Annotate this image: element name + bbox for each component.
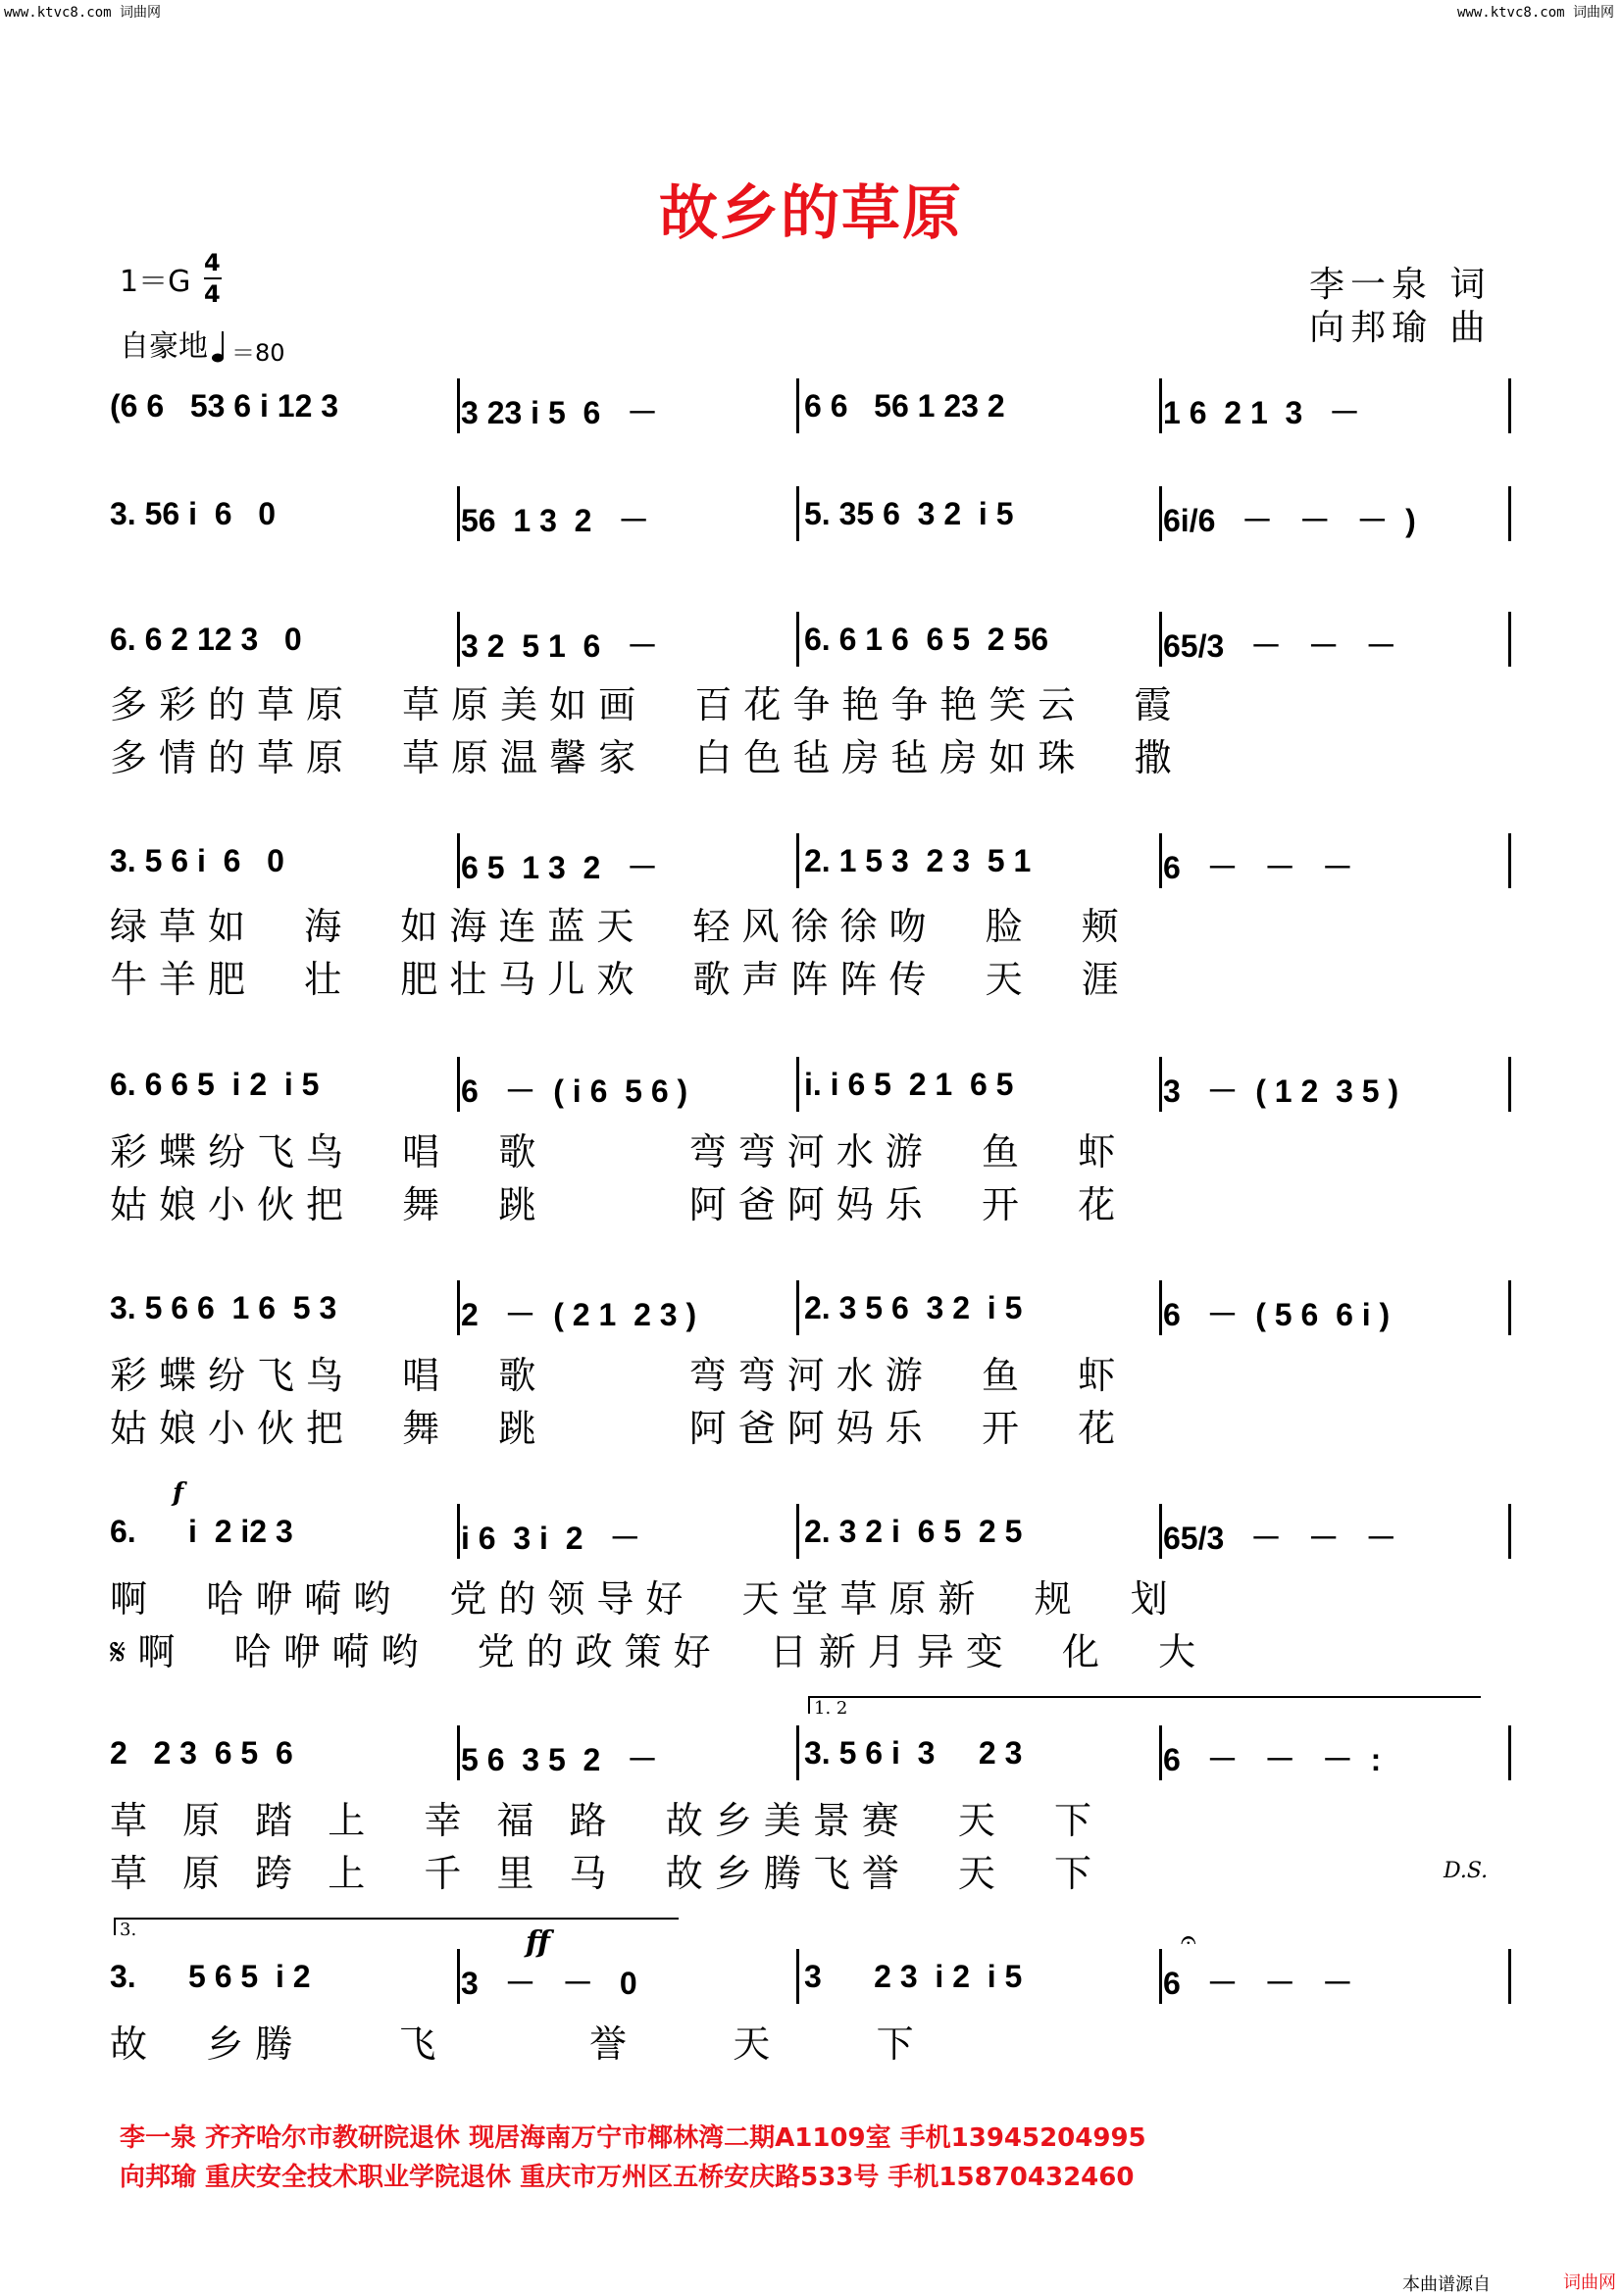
bar-line <box>457 486 460 541</box>
volta-first-second-ending: 1. 2 <box>808 1696 1481 1714</box>
bar-line <box>1159 1280 1162 1335</box>
bar-line <box>1508 486 1511 541</box>
measure: 3. 5 6 i 3 2 3 <box>804 1735 1023 1771</box>
footer-line-lyricist: 李一泉 齐齐哈尔市教研院退休 现居海南万宁市椰林湾二期A1109室 手机13945204995 <box>120 2123 1146 2153</box>
bar-line <box>796 486 799 541</box>
measure: i. i 6 5 2 1 6 5 <box>804 1067 1014 1102</box>
bar-line <box>796 1504 799 1559</box>
site-watermark-left: www.ktvc8.com 词曲网 <box>4 5 162 21</box>
bar-line <box>457 1949 460 2004</box>
bar-line <box>457 1280 460 1335</box>
measure: 6 － － － <box>1163 1966 1353 2001</box>
bar-line <box>1159 378 1162 433</box>
notation-row <box>0 1735 1402 1786</box>
measure: 6 6 56 1 23 2 <box>804 388 1005 424</box>
notation-row <box>0 1067 1402 1118</box>
quarter-note-icon <box>212 331 226 363</box>
lyric-line: 牛羊肥 壮 肥壮马儿欢 歌声阵阵传 天 涯 <box>110 958 1131 1001</box>
measure: 6. 6 6 5 i 2 i 5 <box>110 1067 320 1102</box>
bar-line <box>1508 1725 1511 1780</box>
measure: 2 － ( 2 1 2 3 ) <box>461 1297 697 1332</box>
notation-row <box>0 496 1416 547</box>
notation-row <box>0 388 1402 439</box>
tempo-value: ＝80 <box>231 339 285 367</box>
measure: 6. 6 2 12 3 0 <box>110 622 302 657</box>
measure: 6 － － － : <box>1163 1742 1382 1777</box>
dynamic-fortissimo: ff <box>526 1925 550 1960</box>
measure: 5 6 3 5 2 － <box>461 1742 659 1777</box>
measure: 6. i 2 i2 3 <box>110 1514 293 1549</box>
measure: 6 － ( 5 6 6 i ) <box>1163 1297 1391 1332</box>
measure: 2. 1 5 3 2 3 5 1 <box>804 843 1032 878</box>
dal-segno-mark: D.S. <box>1444 1859 1489 1883</box>
measure: 5. 35 6 3 2 i 5 <box>804 496 1014 531</box>
lyric-line: 彩蝶纷飞鸟 唱 歌 弯弯河水游 鱼 虾 <box>110 1130 1128 1173</box>
measure: i 6 3 i 2 － <box>461 1521 641 1556</box>
volta-third-ending: 3. <box>114 1918 679 1935</box>
lyric-line: 𝄋啊 哈咿嗬哟 党的政策好 日新月异变 化 大 <box>110 1630 1208 1673</box>
bar-line <box>1508 1280 1511 1335</box>
measure: 3 － ( 1 2 3 5 ) <box>1163 1073 1399 1109</box>
measure: 6 5 1 3 2 － <box>461 850 659 885</box>
dynamic-forte: f <box>173 1478 184 1508</box>
notation-row <box>0 1959 1402 2010</box>
notation-row <box>0 1514 1402 1565</box>
bar-line <box>457 1725 460 1780</box>
bar-line <box>1508 1057 1511 1112</box>
time-signature-top: 4 <box>204 249 221 276</box>
time-signature-divider <box>204 277 222 279</box>
bar-line <box>796 378 799 433</box>
measure: 2 2 3 6 5 6 <box>110 1735 293 1771</box>
measure: 1 6 2 1 3 － <box>1163 395 1361 430</box>
bar-line <box>1508 1949 1511 2004</box>
key-signature: 1＝G <box>120 265 191 299</box>
lyric-line: 草 原 踏 上 幸 福 路 故乡美景赛 天 下 <box>110 1799 1104 1842</box>
song-title: 故乡的草原 <box>659 179 963 248</box>
measure: 3. 56 i 6 0 <box>110 496 276 531</box>
lyric-line: 多彩的草原 草原美如画 百花争艳争艳笑云 霞 <box>110 683 1184 726</box>
bar-line <box>457 833 460 888</box>
measure: 3. 5 6 6 1 6 5 3 <box>110 1290 337 1325</box>
footer-line-composer: 向邦瑜 重庆安全技术职业学院退休 重庆市万州区五桥安庆路533号 手机15870432460 <box>120 2163 1135 2192</box>
fermata-icon: 𝄐 <box>1181 1923 1196 1956</box>
bar-line <box>1508 1504 1511 1559</box>
measure: 2. 3 2 i 6 5 2 5 <box>804 1514 1023 1549</box>
lyric-line: 多情的草原 草原温馨家 白色毡房毡房如珠 撒 <box>110 736 1184 779</box>
bar-line <box>796 612 799 667</box>
bar-line <box>457 378 460 433</box>
lyric-line: 啊 哈咿嗬哟 党的领导好 天堂草原新 规 划 <box>110 1577 1180 1621</box>
bar-line <box>1159 1057 1162 1112</box>
tempo-mark: 自豪地 <box>120 329 208 364</box>
bar-line <box>457 612 460 667</box>
bar-line <box>796 1280 799 1335</box>
notation-row <box>0 622 1402 673</box>
bar-line <box>796 1057 799 1112</box>
lyricist-credit: 李一泉 词 <box>1309 265 1492 305</box>
site-logo: 词曲网 <box>1563 2272 1616 2293</box>
measure: 3. 5 6 5 i 2 <box>110 1959 311 1994</box>
bar-line <box>796 833 799 888</box>
measure: 6i/6 － － － ) <box>1163 503 1416 538</box>
measure: 3 23 i 5 6 － <box>461 395 659 430</box>
notation-row <box>0 843 1402 894</box>
bar-line <box>1159 833 1162 888</box>
lyric-line: 姑娘小伙把 舞 跳 阿爸阿妈乐 开 花 <box>110 1407 1128 1450</box>
notation-row <box>0 1290 1402 1341</box>
bar-line <box>1508 833 1511 888</box>
measure: 65/3 － － － <box>1163 628 1397 664</box>
bar-line <box>1159 612 1162 667</box>
bar-line <box>796 1949 799 2004</box>
measure: 65/3 － － － <box>1163 1521 1397 1556</box>
measure: 3 － － 0 <box>461 1966 637 2001</box>
measure: 3. 5 6 i 6 0 <box>110 843 284 878</box>
measure: 6 － － － <box>1163 850 1353 885</box>
lyric-line: 彩蝶纷飞鸟 唱 歌 弯弯河水游 鱼 虾 <box>110 1354 1128 1397</box>
bar-line <box>1159 1725 1162 1780</box>
lyric-line: 草 原 跨 上 千 里 马 故乡腾飞誉 天 下 <box>110 1852 1104 1895</box>
bar-line <box>796 1725 799 1780</box>
lyric-line: 绿草如 海 如海连蓝天 轻风徐徐吻 脸 颊 <box>110 905 1131 948</box>
measure: 3 2 5 1 6 － <box>461 628 659 664</box>
bar-line <box>457 1057 460 1112</box>
measure: 3 2 3 i 2 i 5 <box>804 1959 1023 1994</box>
measure: (6 6 53 6 i 12 3 <box>110 388 339 424</box>
measure: 6 － ( i 6 5 6 ) <box>461 1073 688 1109</box>
time-signature-bottom: 4 <box>204 280 221 308</box>
lyric-line: 姑娘小伙把 舞 跳 阿爸阿妈乐 开 花 <box>110 1183 1128 1226</box>
bar-line <box>1159 1949 1162 2004</box>
bar-line <box>457 1504 460 1559</box>
source-note: 本曲谱源自 <box>1402 2274 1491 2295</box>
measure: 2. 3 5 6 3 2 i 5 <box>804 1290 1023 1325</box>
bar-line <box>1508 612 1511 667</box>
measure: 6. 6 1 6 6 5 2 56 <box>804 622 1049 657</box>
lyric-line: 故 乡腾 飞 誉 天 下 <box>110 2022 926 2066</box>
measure: 56 1 3 2 － <box>461 503 650 538</box>
composer-credit: 向邦瑜 曲 <box>1309 308 1492 348</box>
site-watermark-right: www.ktvc8.com 词曲网 <box>1456 5 1614 21</box>
bar-line <box>1159 1504 1162 1559</box>
bar-line <box>1159 486 1162 541</box>
bar-line <box>1508 378 1511 433</box>
